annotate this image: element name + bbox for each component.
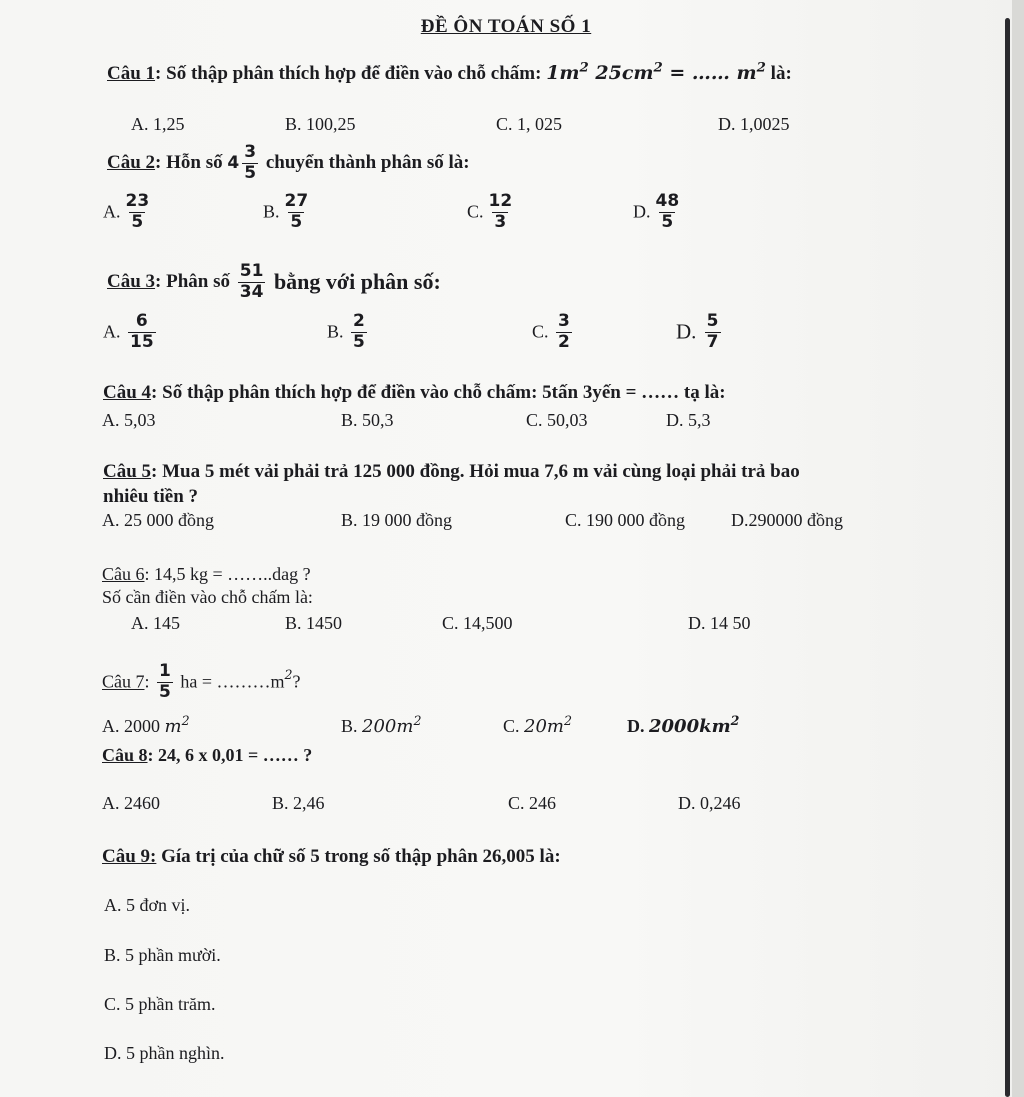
question-4-option-b: B. 50,3 (341, 410, 394, 430)
question-3-option-a: A. $\frac{6}{15}$ (103, 311, 154, 352)
question-4 (103, 382, 726, 404)
question-8-option-a: A. 2460 (102, 793, 160, 813)
question-7-option-d: D. $2000km^2$ (627, 713, 740, 737)
mixed-number-whole: 4 (227, 153, 240, 174)
question-3-option-b: B. $\frac{2}{5}$ (327, 311, 365, 352)
question-6 (102, 564, 311, 585)
question-1: Câu 1: Số thập phân thích hợp để điền vào chỗ chấm: $1m^2$ $25cm^2$ = …… $m^2$ là: (107, 60, 792, 84)
question-7-option-b: B. $200m^2$ (341, 713, 422, 737)
question-3-option-d: D. $\frac{5}{7}$ (676, 311, 719, 352)
question-7-option-c: C. $20m^2$ (503, 713, 573, 737)
question-2-label: Câu 2 (107, 152, 156, 174)
page-title: ĐỀ ÔN TOÁN SỐ 1 (420, 16, 592, 37)
question-2-option-d: D. $\frac{48}{5}$ (633, 191, 680, 232)
question-1-option-d: D. 1,0025 (718, 114, 790, 134)
question-3-label: Câu 3 (107, 271, 156, 293)
question-6-option-a: A. 145 (131, 613, 180, 633)
question-2-option-c: C. $\frac{12}{3}$ (467, 191, 513, 232)
question-8-text: : 24, 6 x 0,01 = …… ? (147, 745, 313, 765)
question-1-expr-b: 25cm (588, 62, 654, 84)
question-9-text: Gía trị của chữ số 5 trong số thập phân 26,005 là: (156, 846, 561, 867)
question-8-option-c: C. 246 (508, 793, 557, 813)
question-3: Câu 3: Phân số $\frac{51}{34}$ bằng với phân số: (107, 261, 441, 302)
question-9 (102, 846, 561, 868)
question-1-option-a: A. 1,25 (131, 114, 185, 134)
question-4-text: : Số thập phân thích hợp để điền vào chỗ chấm: 5tấn 3yến = …… tạ là: (151, 382, 726, 403)
question-2-option-a: A. $\frac{23}{5}$ (103, 191, 150, 232)
question-4-label: Câu 4 (103, 382, 152, 403)
question-2: Câu 2: Hỗn số 4 $\frac{3}{5}$ chuyển thành phân số là: (107, 142, 470, 183)
question-9-option-b: B. 5 phần mười. (104, 945, 221, 965)
question-7-label: Câu 7 (102, 671, 145, 692)
question-6-text: : 14,5 kg = ……..dag ? (144, 564, 311, 584)
question-1-expr-c: = …… m (662, 62, 757, 84)
question-9-option-c: C. 5 phần trăm. (104, 994, 216, 1014)
question-5 (103, 461, 800, 483)
question-5-option-c: C. 190 000 đồng (565, 510, 686, 530)
question-5-option-a: A. 25 000 đồng (102, 510, 214, 530)
question-6-option-c: C. 14,500 (442, 613, 513, 633)
question-1-option-c: C. 1, 025 (496, 114, 563, 134)
question-1-option-b: B. 100,25 (285, 114, 356, 134)
question-4-option-c: C. 50,03 (526, 410, 588, 430)
question-9-option-a: A. 5 đơn vị. (104, 895, 191, 915)
mixed-number-fraction: $\frac{3}{5}$ (244, 142, 257, 183)
question-7-option-a: A. 2000 $m^2$ (102, 713, 190, 737)
question-8-option-d: D. 0,246 (678, 793, 741, 813)
question-5-text-line2: nhiêu tiền ? (103, 486, 199, 507)
question-2-option-b: B. $\frac{27}{5}$ (263, 191, 309, 232)
question-8 (102, 745, 312, 766)
page-edge-shadow (1005, 18, 1010, 1097)
question-5-text-line1: : Mua 5 mét vải phải trả 125 000 đồng. Hỏi mua 7,6 m vải cùng loại phải trả bao (151, 461, 800, 482)
question-7-fraction: $\frac{1}{5}$ (159, 661, 171, 702)
question-3-option-c: C. $\frac{3}{2}$ (532, 311, 570, 352)
question-9-label: Câu 9: (102, 846, 157, 867)
question-1-label: Câu 1 (107, 63, 156, 84)
question-6-option-d: D. 14 50 (688, 613, 751, 633)
question-1-expr-a: 1m (546, 62, 580, 84)
question-7: Câu 7: $\frac{1}{5}$ ha = $\dots\dots\dots m^2$? (102, 661, 301, 702)
question-8-option-b: B. 2,46 (272, 793, 325, 813)
question-1-text: : Số thập phân thích hợp để điền vào chỗ chấm: (155, 63, 547, 84)
question-8-label: Câu 8 (102, 745, 148, 765)
question-4-option-d: D. 5,3 (666, 410, 711, 430)
question-6-option-b: B. 1450 (285, 613, 343, 633)
question-6-subtext: Số cần điền vào chỗ chấm là: (102, 587, 313, 607)
question-4-option-a: A. 5,03 (102, 410, 156, 430)
question-5-label: Câu 5 (103, 461, 152, 482)
question-3-fraction: $\frac{51}{34}$ (239, 261, 264, 302)
question-5-option-b: B. 19 000 đồng (341, 510, 453, 530)
page-edge (1012, 0, 1024, 1097)
question-5-option-d: D.290000 đồng (731, 510, 843, 530)
question-9-option-d: D. 5 phần nghìn. (104, 1043, 225, 1063)
question-6-label: Câu 6 (102, 564, 145, 584)
